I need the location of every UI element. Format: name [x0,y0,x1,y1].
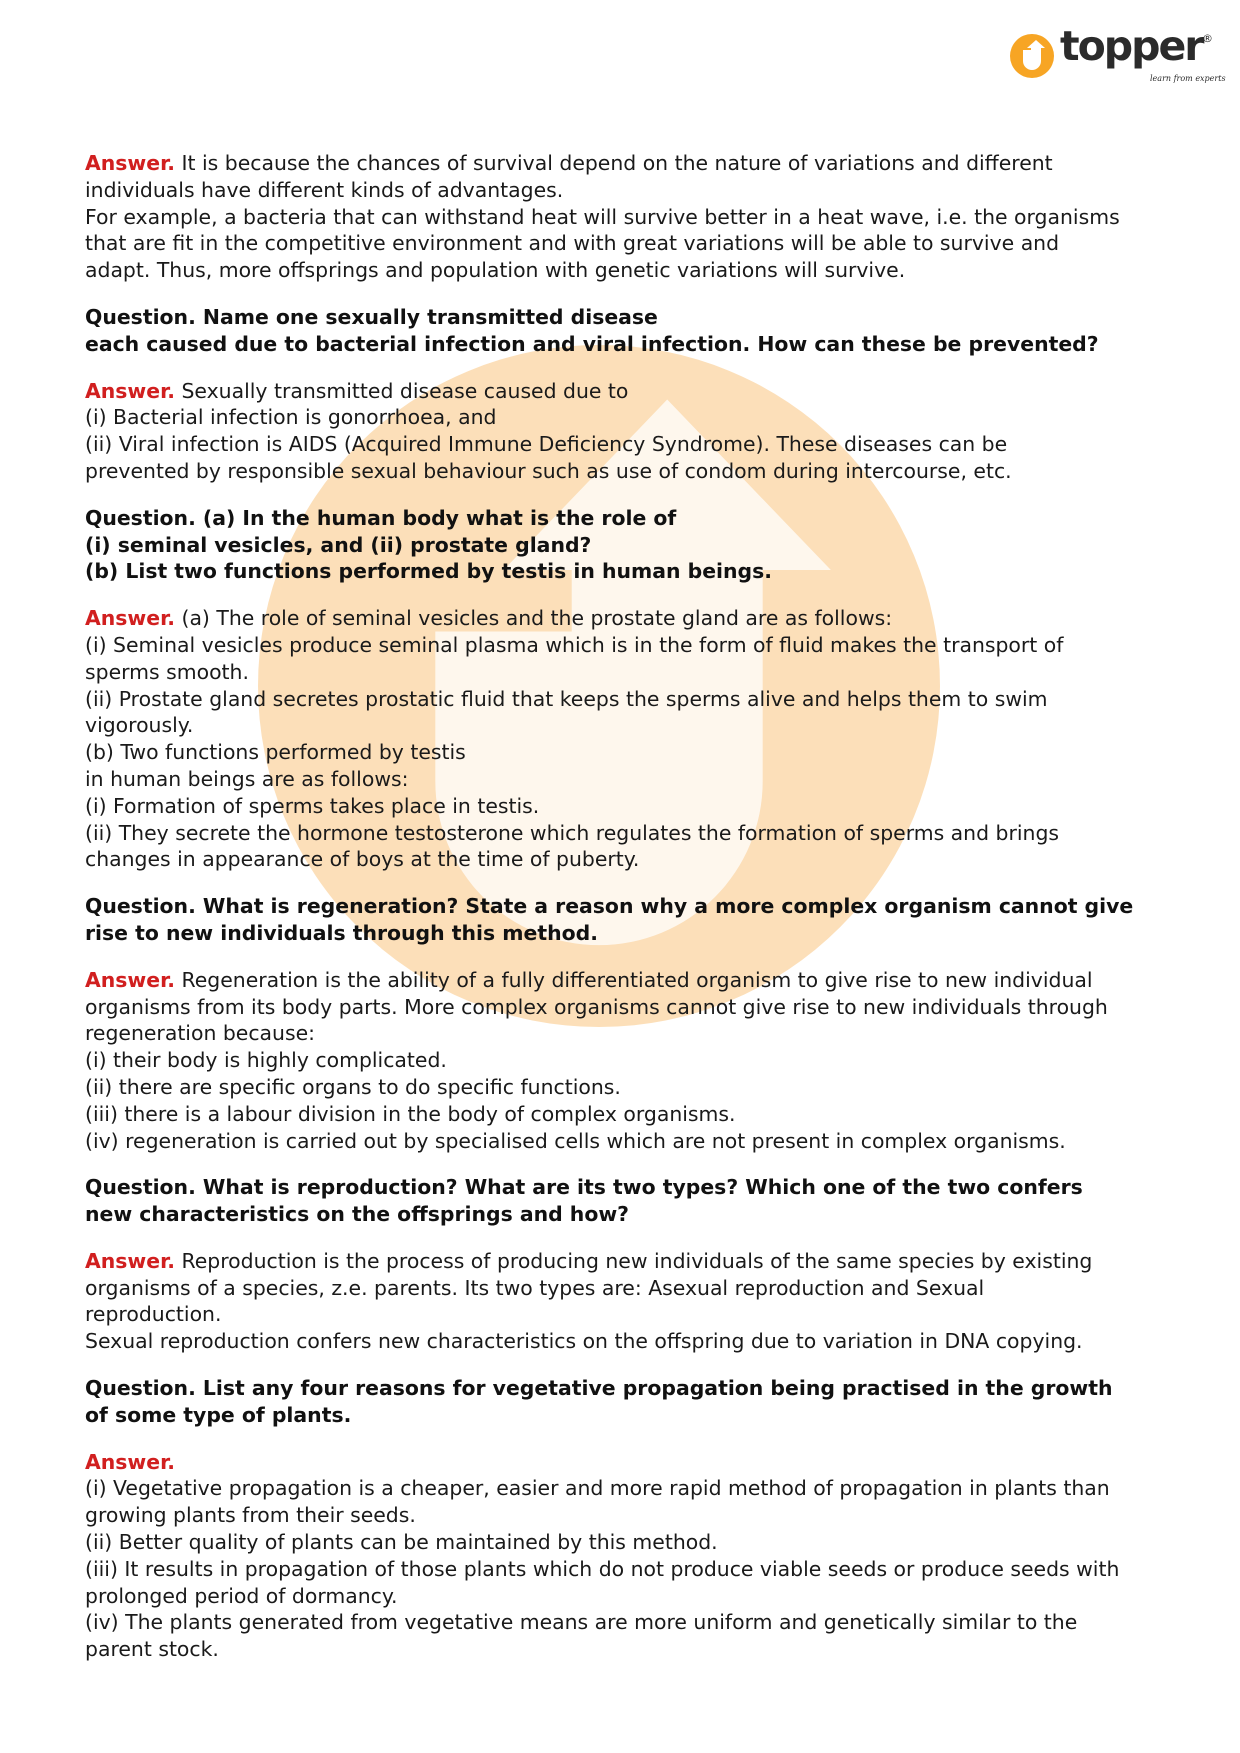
answer-line [85,1248,1165,1275]
answer-line [85,1328,1165,1355]
line-text: in human beings are as follows: [85,766,409,791]
line-text: organisms of a species, z.e. parents. Its two types are: Asexual reproduction and Sexual [85,1275,985,1300]
line-text: (iv) regeneration is carried out by specialised cells which are not present in complex organisms. [85,1128,1066,1153]
answer-line [85,431,1165,458]
answer-label: Answer. [85,378,175,403]
answer-block [85,150,1165,284]
question-line [85,532,1165,559]
question-line [85,893,1165,920]
answer-block [85,967,1165,1155]
answer-label: Answer. [85,1248,175,1273]
line-text: parent stock. [85,1637,219,1662]
answer-line [85,1556,1165,1583]
answer-line [85,659,1165,686]
line-text: reproduction. [85,1302,222,1327]
answer-line [85,177,1165,204]
line-text: changes in appearance of boys at the time of puberty. [85,847,640,872]
line-text: (iii) It results in propagation of those plants which do not produce viable seeds or produce seeds with [85,1556,1120,1581]
answer-line [85,458,1165,485]
answer-line [85,1529,1165,1556]
answer-line [85,846,1165,873]
line-text: Sexual reproduction confers new characteristics on the offspring due to variation in DNA copying. [85,1329,1083,1354]
line-text: rise to new individuals through this method. [85,920,598,945]
answer-line [85,1609,1165,1636]
question-block [85,893,1165,947]
line-text: (i) Seminal vesicles produce seminal plasma which is in the form of fluid makes the transport of [85,632,1064,657]
answer-line [85,1502,1165,1529]
answer-line [85,1020,1165,1047]
question-line [85,1201,1165,1228]
qa-content [85,150,1165,1683]
question-block [85,1375,1165,1429]
logo-registered-mark: ® [1202,32,1213,45]
answer-line [85,820,1165,847]
answer-line [85,793,1165,820]
line-text: (ii) there are specific organs to do specific functions. [85,1074,621,1099]
line-text: Sexually transmitted disease caused due to [181,378,629,403]
topper-logo [1010,22,1226,90]
line-text: of some type of plants. [85,1402,352,1427]
answer-line [85,378,1165,405]
answer-line [85,404,1165,431]
line-text: (i) Vegetative propagation is a cheaper, easier and more rapid method of propagation in plants than [85,1476,1110,1501]
answer-line [85,1101,1165,1128]
answer-line [85,230,1165,257]
line-text: (iv) The plants generated from vegetative means are more uniform and genetically similar to the [85,1610,1078,1635]
answer-block [85,1248,1165,1355]
answer-line [85,686,1165,713]
line-text: new characteristics on the offsprings and how? [85,1202,629,1227]
line-text: Question. List any four reasons for vegetative propagation being practised in the growth [85,1376,1113,1401]
answer-line [85,994,1165,1021]
line-text: adapt. Thus, more offsprings and population with genetic variations will survive. [85,258,906,283]
answer-line [85,1074,1165,1101]
line-text: Question. (a) In the human body what is the role of [85,505,677,530]
question-block [85,505,1165,585]
line-text: prevented by responsible sexual behaviour such as use of condom during intercourse, etc. [85,458,1012,483]
question-block [85,304,1165,358]
line-text: sperms smooth. [85,659,249,684]
line-text: It is because the chances of survival depend on the nature of variations and different [181,151,1053,175]
question-line [85,331,1165,358]
line-text: (ii) They secrete the hormone testosterone which regulates the formation of sperms and brings [85,820,1060,845]
answer-line [85,1636,1165,1663]
answer-line [85,712,1165,739]
answer-line [85,150,1165,177]
line-text: Regeneration is the ability of a fully differentiated organism to give rise to new individual [181,967,1093,992]
answer-line [85,1275,1165,1302]
question-line [85,1402,1165,1429]
line-text: (a) The role of seminal vesicles and the prostate gland are as follows: [181,606,893,631]
answer-block [85,605,1165,873]
question-block [85,1174,1165,1228]
answer-line [85,766,1165,793]
line-text: each caused due to bacterial infection and viral infection. How can these be prevented? [85,331,1099,356]
answer-label-line [85,1449,1165,1476]
answer-line [85,1128,1165,1155]
answer-line [85,967,1165,994]
answer-label: Answer. [85,151,175,175]
answer-block [85,378,1165,485]
question-line [85,920,1165,947]
line-text: organisms from its body parts. More complex organisms cannot give rise to new individuals through [85,994,1108,1019]
answer-line [85,1583,1165,1610]
line-text: (ii) Viral infection is AIDS (Acquired Immune Deficiency Syndrome). These diseases can be [85,432,1008,457]
line-text: (iii) there is a labour division in the body of complex organisms. [85,1101,736,1126]
line-text: (i) Formation of sperms takes place in testis. [85,793,540,818]
line-text: that are fit in the competitive environment and with great variations will be able to survive and [85,231,1060,256]
line-text: Question. What is regeneration? State a reason why a more complex organism cannot give [85,894,1134,919]
answer-line [85,739,1165,766]
question-line [85,558,1165,585]
answer-block [85,1449,1165,1663]
line-text: Question. What is reproduction? What are its two types? Which one of the two confers [85,1175,1083,1200]
question-line [85,505,1165,532]
answer-line [85,257,1165,284]
answer-label: Answer. [85,967,175,992]
line-text: (i) Bacterial infection is gonorrhoea, and [85,405,497,430]
logo-wordmark: topper [1060,22,1203,70]
answer-line [85,1047,1165,1074]
question-line [85,1174,1165,1201]
line-text: growing plants from their seeds. [85,1503,416,1528]
question-line [85,304,1165,331]
line-text: regeneration because: [85,1021,316,1046]
line-text: Reproduction is the process of producing new individuals of the same species by existing [181,1248,1093,1273]
answer-label: Answer. [85,606,175,631]
question-line [85,1375,1165,1402]
line-text: (b) Two functions performed by testis [85,740,466,765]
topper-logo-icon [1010,34,1054,78]
line-text: (ii) Prostate gland secretes prostatic fluid that keeps the sperms alive and helps them to swim [85,686,1048,711]
line-text: For example, a bacteria that can withstand heat will survive better in a heat wave, i.e. the organisms [85,204,1120,229]
line-text: prolonged period of dormancy. [85,1583,398,1608]
answer-line [85,605,1165,632]
line-text: vigorously. [85,713,194,738]
answer-line [85,632,1165,659]
line-text: (ii) Better quality of plants can be maintained by this method. [85,1530,718,1555]
line-text: (i) their body is highly complicated. [85,1048,447,1073]
answer-line [85,1475,1165,1502]
answer-line [85,1301,1165,1328]
line-text: individuals have different kinds of advantages. [85,177,564,202]
answer-line [85,204,1165,231]
line-text: Question. Name one sexually transmitted disease [85,304,658,329]
line-text: (b) List two functions performed by testis in human beings. [85,559,773,584]
answer-label: Answer. [85,1449,175,1474]
logo-tagline: learn from experts [1150,74,1226,83]
line-text: (i) seminal vesicles, and (ii) prostate gland? [85,532,592,557]
